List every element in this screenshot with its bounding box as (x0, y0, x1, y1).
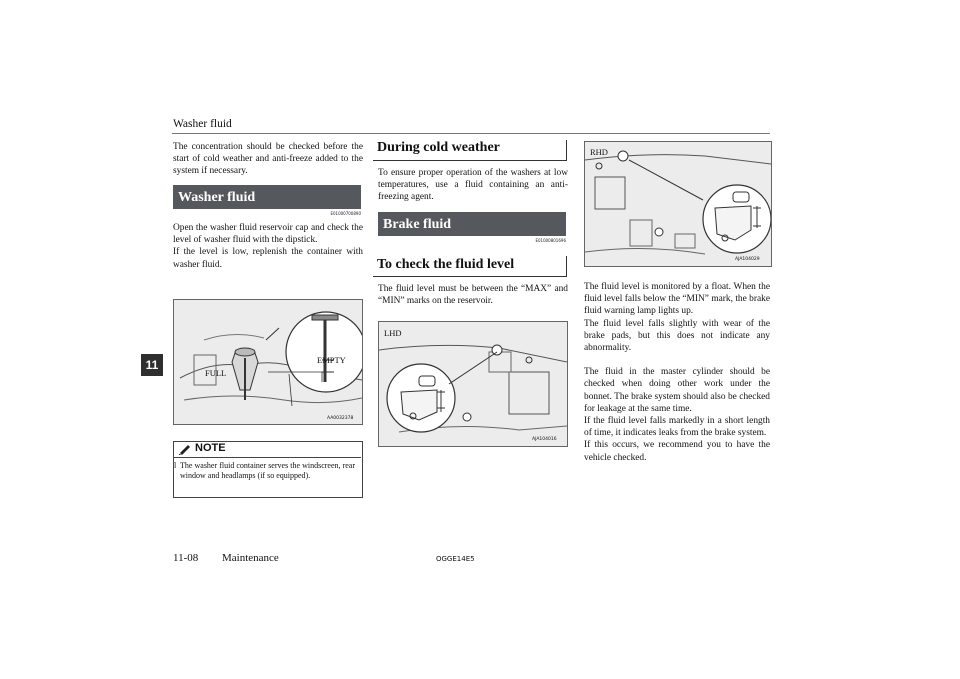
header-rule (172, 133, 770, 134)
label-full: FULL (205, 368, 227, 378)
footer-doc-code: OGGE14E5 (436, 555, 475, 563)
figure-code: AA0032378 (327, 416, 354, 421)
brake-fluid-text (584, 281, 770, 464)
intro-paragraph (173, 141, 363, 178)
rhd-brake-figure (584, 141, 772, 267)
figure-label-lhd: LHD (384, 328, 402, 338)
check-level-paragraph (378, 283, 568, 307)
section-code: E01000801696 (535, 238, 566, 243)
subsection-cold-weather: During cold weather (377, 140, 500, 155)
washer-reservoir-figure (173, 299, 363, 425)
rhd-brake-illustration (585, 142, 771, 266)
note-title: NOTE (195, 442, 226, 454)
note-text: The washer fluid container serves the windscreen, rear window and headlamps (if so equipped). (180, 461, 355, 480)
section-title: Brake fluid (383, 217, 452, 232)
label-empty: EMPTY (317, 355, 346, 365)
brake-para-5: If this occurs, we recommend you to have the vehicle checked. (584, 440, 770, 463)
figure-label-rhd: RHD (590, 147, 608, 157)
lhd-brake-illustration (379, 322, 567, 446)
subsection-underline (373, 256, 567, 277)
section-code: E01000700890 (330, 211, 361, 216)
footer-page-number: 11-08 (173, 552, 199, 564)
note-header (173, 441, 361, 458)
cold-weather-paragraph (378, 167, 568, 204)
section-washer-fluid (173, 185, 361, 209)
washer-instructions (173, 222, 363, 271)
brake-para-2: The fluid level falls slightly with wear of the brake pads, but this does not indicate any abnormality. (584, 318, 770, 354)
figure-code: AJA104016 (532, 437, 557, 442)
figure-code: AJA104029 (735, 257, 760, 262)
intro-text: The concentration should be checked before the start of cold weather and anti-freeze added to the system if necessary. (173, 142, 363, 177)
lhd-brake-figure (378, 321, 568, 447)
brake-para-3: The fluid in the master cylinder should be checked when doing other work under the bonnet. The brake system should also be checked for leakage at the same time. (584, 367, 770, 414)
washer-para-1: Open the washer fluid reservoir cap and check the level of washer fluid with the dipstick. (173, 223, 363, 246)
cold-weather-text: To ensure proper operation of the washers at low temperatures, use a fluid containing an anti-freezing agent. (378, 168, 568, 203)
brake-para-4: If the fluid level falls markedly in a short length of time, it indicates leaks from the brake system. (584, 416, 770, 439)
footer-category: Maintenance (222, 552, 279, 564)
page-header-title: Washer fluid (173, 118, 232, 130)
check-level-text: The fluid level must be between the “MAX” and “MIN” marks on the reservoir. (378, 284, 568, 307)
subsection-underline (373, 140, 567, 161)
washer-para-2: If the level is low, replenish the container with washer fluid. (173, 247, 363, 270)
section-title: Washer fluid (178, 190, 256, 205)
note-bullet: l (174, 461, 177, 470)
chapter-tab: 11 (141, 354, 163, 376)
pencil-icon (178, 443, 192, 455)
section-brake-fluid (378, 212, 566, 236)
subsection-check-level: To check the fluid level (377, 257, 515, 272)
brake-para-1: The fluid level is monitored by a float. When the fluid level falls below the “MIN” mark, the brake fluid warning lamp lights up. (584, 282, 770, 317)
